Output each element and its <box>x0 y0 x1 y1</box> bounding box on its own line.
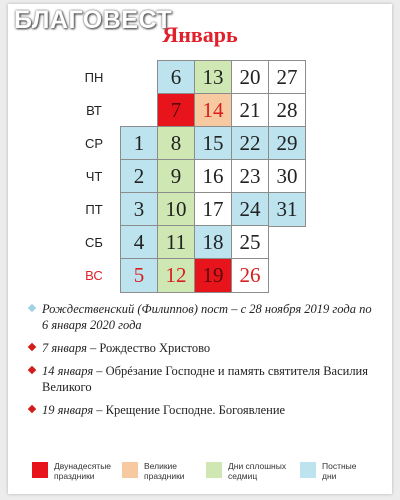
day-cell: 15 <box>194 126 232 161</box>
day-cell: 18 <box>194 225 232 260</box>
day-cell: 10 <box>157 192 195 227</box>
note-date: 19 января <box>42 403 94 417</box>
day-cell: 4 <box>120 225 158 260</box>
day-cell: 24 <box>231 192 269 227</box>
note-text: – Обрéзание Господне и память святителя Василия Великого <box>42 364 368 394</box>
calendar-card <box>8 4 392 494</box>
day-cell: 27 <box>268 60 306 95</box>
note-date: 7 января <box>42 341 87 355</box>
day-cell: 6 <box>157 60 195 95</box>
day-cell: 17 <box>194 192 232 227</box>
note-date: 14 января <box>42 364 94 378</box>
day-cell: 26 <box>231 258 269 293</box>
legend-label: Великие праздники <box>144 461 185 481</box>
day-cell: 29 <box>268 126 306 161</box>
note-feast <box>28 340 378 356</box>
weekday-label: ПН <box>84 70 104 85</box>
weekday-label-sunday: ВС <box>85 268 103 283</box>
day-cell: 9 <box>157 159 195 194</box>
legend-swatch-green <box>206 462 222 478</box>
legend-label: Дни сплошных седмиц <box>228 461 287 481</box>
weekday-label: ВТ <box>86 103 102 118</box>
day-cell: 21 <box>231 93 269 128</box>
day-cell: 31 <box>268 192 306 227</box>
legend-swatch-blue <box>300 462 316 478</box>
day-cell: 13 <box>194 60 232 95</box>
day-cell: 23 <box>231 159 269 194</box>
diamond-red-icon <box>28 343 36 351</box>
diamond-blue-icon <box>28 304 36 312</box>
note-text: – Рождество Христово <box>86 341 211 355</box>
day-cell: 1 <box>120 126 158 161</box>
note-feast <box>28 402 378 418</box>
color-legend <box>8 460 392 486</box>
weekday-label: ЧТ <box>85 169 103 184</box>
feast-notes <box>28 301 378 425</box>
weekday-label: СР <box>84 136 104 151</box>
legend-label: Постные дни <box>322 461 357 481</box>
month-title: Январь <box>162 22 238 47</box>
day-cell: 2 <box>120 159 158 194</box>
day-cell: 22 <box>231 126 269 161</box>
watermark-logo: БЛАГОВЕСТ <box>14 6 173 34</box>
day-cell: 3 <box>120 192 158 227</box>
day-cell: 30 <box>268 159 306 194</box>
diamond-red-icon <box>28 405 36 413</box>
day-cell: 20 <box>231 60 269 95</box>
note-fast <box>28 301 378 333</box>
day-cell: 16 <box>194 159 232 194</box>
day-cell: 11 <box>157 225 195 260</box>
legend-swatch-orange <box>122 462 138 478</box>
day-cell: 5 <box>120 258 158 293</box>
day-cell-feast: 19 <box>194 258 232 293</box>
note-text: – Крещение Господне. Богоявление <box>93 403 286 417</box>
note-text: Рождественский (Филиппов) пост – с 28 ноября 2019 года по 6 января 2020 года <box>42 302 372 332</box>
day-cell-feast: 7 <box>157 93 195 128</box>
weekday-label: СБ <box>85 235 103 250</box>
weekday-label: ПТ <box>85 202 103 217</box>
day-cell-great-feast: 14 <box>194 93 232 128</box>
legend-swatch-red <box>32 462 48 478</box>
day-cell: 12 <box>157 258 195 293</box>
diamond-red-icon <box>28 366 36 374</box>
day-cell: 28 <box>268 93 306 128</box>
day-cell: 8 <box>157 126 195 161</box>
note-feast <box>28 363 378 395</box>
legend-label: Двунадесятые праздники <box>54 461 112 481</box>
day-cell: 25 <box>231 225 269 260</box>
